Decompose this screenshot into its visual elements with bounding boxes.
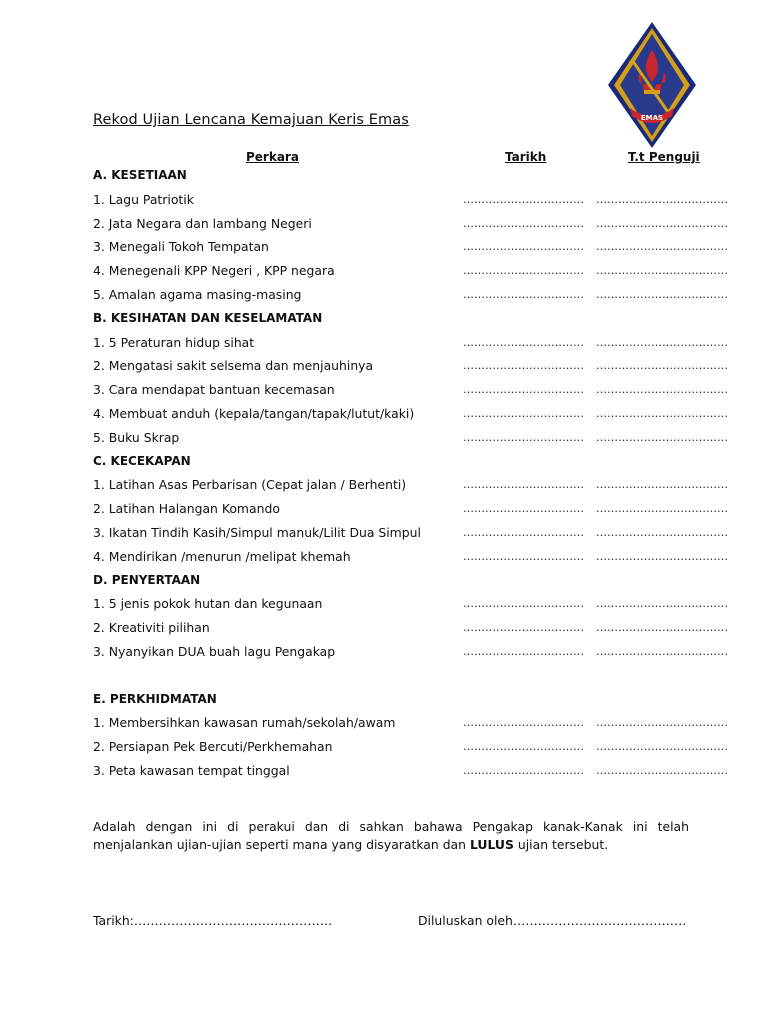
test-item-label: 1. Membersihkan kawasan rumah/sekolah/awam <box>93 715 396 731</box>
test-item-label: 5. Amalan agama masing-masing <box>93 286 302 302</box>
test-item-row <box>93 616 733 640</box>
test-item-label: 5. Buku Skrap <box>93 429 180 445</box>
penguji-signature-line: ……………………………… <box>596 549 728 563</box>
test-item-label: 1. Latihan Asas Perbarisan (Cepat jalan / Berhenti) <box>93 477 407 493</box>
column-header-perkara: Perkara <box>246 150 299 164</box>
test-item-label: 4. Mendirikan /menurun /melipat khemah <box>93 548 351 564</box>
statement-text-end: ujian tersebut. <box>513 837 609 852</box>
tarikh-fill-line: …………………………… <box>463 763 584 777</box>
test-item-row <box>93 521 733 545</box>
test-item-label: 2. Mengatasi sakit selsema dan menjauhinya <box>93 358 374 374</box>
section-heading: D. PENYERTAAN <box>93 572 201 587</box>
test-item-row <box>93 402 733 426</box>
penguji-signature-line: ……………………………… <box>596 287 728 301</box>
section-spacer <box>93 664 733 688</box>
penguji-signature-line: ……………………………… <box>596 502 728 516</box>
tarikh-fill-line: …………………………… <box>463 430 584 444</box>
tarikh-fill-line: …………………………… <box>463 597 584 611</box>
tarikh-fill-line: …………………………… <box>463 192 584 206</box>
section-heading: E. PERKHIDMATAN <box>93 691 217 706</box>
penguji-signature-line: ……………………………… <box>596 740 728 754</box>
statement-text: Adalah dengan ini di perakui dan di sahkan bahawa Pengakap kanak-Kanak ini telah menjalankan ujian-ujian seperti mana yang disyaratkan dan <box>93 819 689 852</box>
test-item-row <box>93 640 733 664</box>
column-header-tt-penguji: T.t Penguji <box>628 150 700 164</box>
test-item-row <box>93 259 733 283</box>
penguji-signature-line: ……………………………… <box>596 763 728 777</box>
test-item-label: 4. Menegenali KPP Negeri , KPP negara <box>93 263 335 279</box>
test-item-label: 3. Peta kawasan tempat tinggal <box>93 762 290 778</box>
penguji-signature-line: ……………………………… <box>596 192 728 206</box>
test-item-label: 3. Cara mendapat bantuan kecemasan <box>93 382 335 398</box>
test-item-row <box>93 592 733 616</box>
test-item-row <box>93 212 733 236</box>
penguji-signature-line: ……………………………… <box>596 478 728 492</box>
penguji-signature-line: ……………………………… <box>596 597 728 611</box>
test-item-row <box>93 545 733 569</box>
test-item-label: 3. Nyanyikan DUA buah lagu Pengakap <box>93 643 336 659</box>
penguji-signature-line: ……………………………… <box>596 525 728 539</box>
tarikh-fill-line: …………………………… <box>463 502 584 516</box>
penguji-signature-line: ……………………………… <box>596 335 728 349</box>
footer-tarikh: Tarikh:………………………………………… <box>93 913 333 928</box>
tarikh-fill-line: …………………………… <box>463 740 584 754</box>
tarikh-fill-line: …………………………… <box>463 383 584 397</box>
column-header-tarikh: Tarikh <box>505 150 547 164</box>
svg-text:EMAS: EMAS <box>640 114 664 122</box>
test-item-row <box>93 331 733 355</box>
test-item-row <box>93 235 733 259</box>
tarikh-fill-line: …………………………… <box>463 406 584 420</box>
page-title: Rekod Ujian Lencana Kemajuan Keris Emas <box>93 112 409 128</box>
penguji-signature-line: ……………………………… <box>596 644 728 658</box>
test-item-row <box>93 426 733 450</box>
penguji-signature-line: ……………………………… <box>596 216 728 230</box>
penguji-signature-line: ……………………………… <box>596 716 728 730</box>
tarikh-fill-line: …………………………… <box>463 716 584 730</box>
section-heading: B. KESIHATAN DAN KESELAMATAN <box>93 310 323 325</box>
test-item-row <box>93 735 733 759</box>
tarikh-fill-line: …………………………… <box>463 335 584 349</box>
penguji-signature-line: ……………………………… <box>596 359 728 373</box>
test-item-label: 2. Latihan Halangan Komando <box>93 501 280 517</box>
penguji-signature-line: ……………………………… <box>596 406 728 420</box>
test-item-label: 4. Membuat anduh (kepala/tangan/tapak/lutut/kaki) <box>93 405 415 421</box>
test-item-label: 2. Persiapan Pek Bercuti/Perkhemahan <box>93 739 333 755</box>
test-item-label: 1. 5 jenis pokok hutan dan kegunaan <box>93 596 323 612</box>
tarikh-fill-line: …………………………… <box>463 240 584 254</box>
tarikh-fill-line: …………………………… <box>463 549 584 563</box>
penguji-signature-line: ……………………………… <box>596 264 728 278</box>
test-record-list <box>93 164 733 783</box>
test-item-row <box>93 378 733 402</box>
tarikh-fill-line: …………………………… <box>463 287 584 301</box>
test-item-row <box>93 188 733 212</box>
test-item-label: 2. Kreativiti pilihan <box>93 620 210 636</box>
footer-diluluskan-oleh: Diluluskan oleh…………………………………… <box>418 913 687 928</box>
section-heading: C. KECEKAPAN <box>93 453 191 468</box>
test-item-label: 2. Jata Negara dan lambang Negeri <box>93 215 312 231</box>
test-item-row <box>93 354 733 378</box>
test-item-row <box>93 283 733 307</box>
penguji-signature-line: ……………………………… <box>596 621 728 635</box>
tarikh-fill-line: …………………………… <box>463 264 584 278</box>
test-item-label: 1. Lagu Patriotik <box>93 191 194 207</box>
test-item-row <box>93 497 733 521</box>
penguji-signature-line: ……………………………… <box>596 430 728 444</box>
test-item-label: 3. Ikatan Tindih Kasih/Simpul manuk/Lilit Dua Simpul <box>93 524 421 540</box>
section-heading: A. KESETIAAN <box>93 168 187 182</box>
test-item-row <box>93 473 733 497</box>
tarikh-fill-line: …………………………… <box>463 478 584 492</box>
tarikh-fill-line: …………………………… <box>463 644 584 658</box>
tarikh-fill-line: …………………………… <box>463 359 584 373</box>
test-item-row <box>93 711 733 735</box>
scout-emblem-logo <box>606 20 698 150</box>
certification-statement <box>93 818 689 854</box>
test-item-label: 1. 5 Peraturan hidup sihat <box>93 334 255 350</box>
test-item-label: 3. Menegali Tokoh Tempatan <box>93 239 269 255</box>
tarikh-fill-line: …………………………… <box>463 216 584 230</box>
test-item-row <box>93 759 733 783</box>
penguji-signature-line: ……………………………… <box>596 240 728 254</box>
penguji-signature-line: ……………………………… <box>596 383 728 397</box>
tarikh-fill-line: …………………………… <box>463 621 584 635</box>
tarikh-fill-line: …………………………… <box>463 525 584 539</box>
statement-lulus: LULUS <box>469 837 514 852</box>
